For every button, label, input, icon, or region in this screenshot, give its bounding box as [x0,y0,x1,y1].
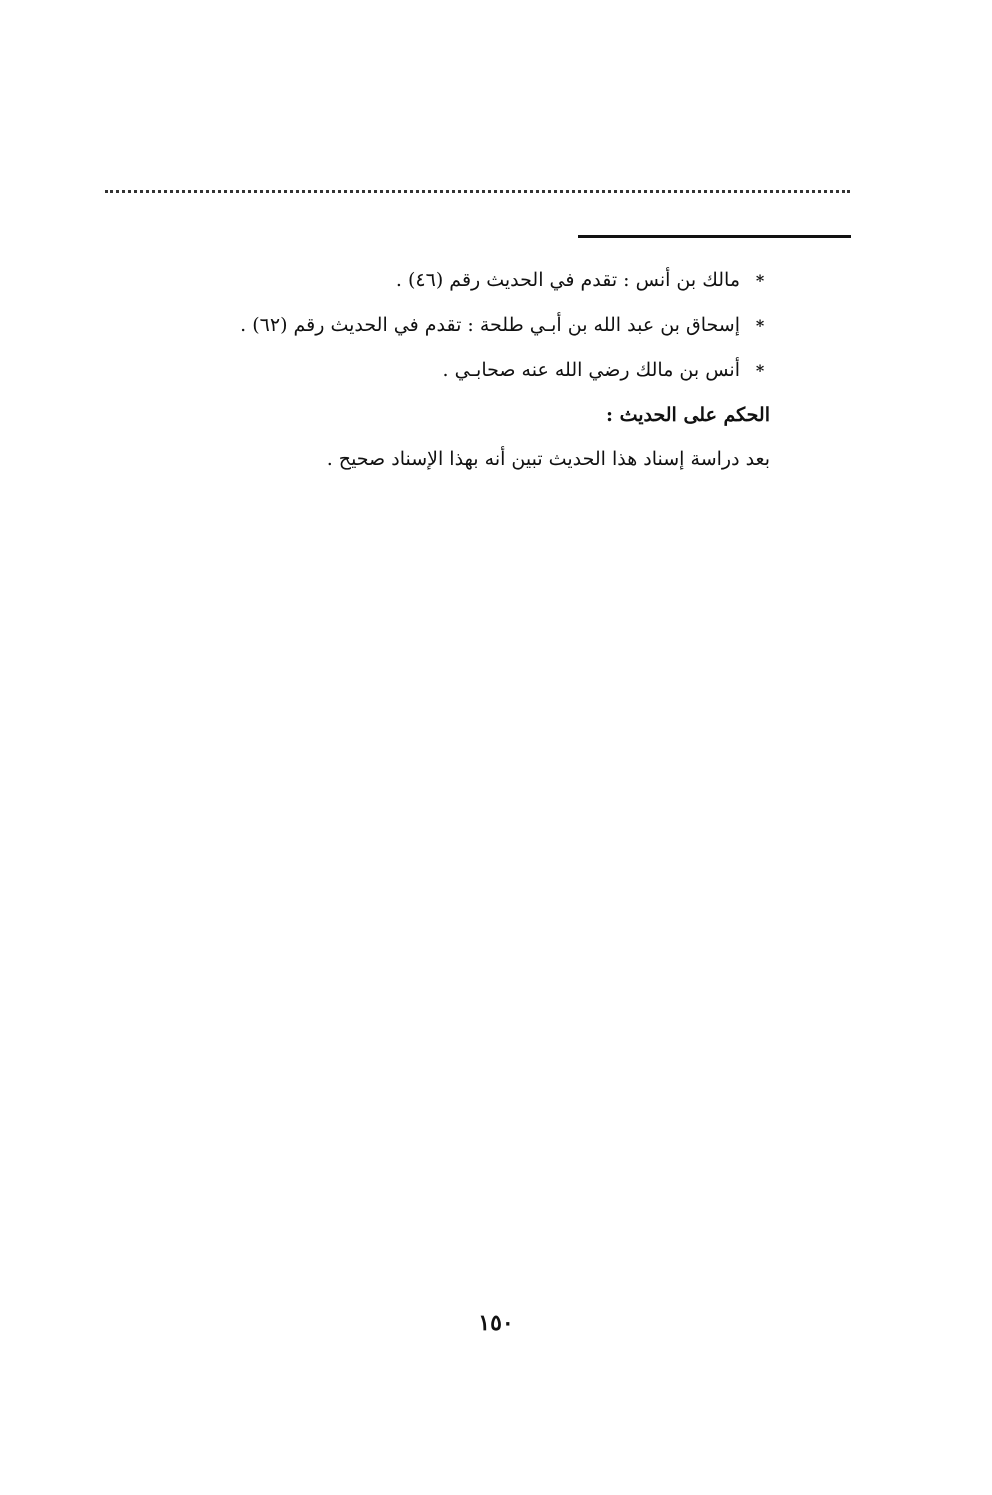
page-number: ١٥٠ [478,1310,514,1336]
dotted-separator [105,190,850,193]
narrator-text: مالك بن أنس : تقدم في الحديث رقم (٤٦) . [395,269,740,291]
asterisk-bullet-icon: * [755,361,765,380]
ruling-heading: الحكم على الحديث : [605,404,770,426]
page-body [130,258,770,481]
asterisk-bullet-icon: * [755,271,765,290]
narrator-text: أنس بن مالك رضي الله عنه صحابـي . [442,359,740,381]
narrator-entry [130,348,770,393]
narrator-entry [130,303,770,348]
ruling-text: بعد دراسة إسناد هذا الحديث تبين أنه بهذا الإسناد صحيح . [326,448,770,470]
footnote-rule [578,235,851,238]
narrator-text: إسحاق بن عبد الله بن أبـي طلحة : تقدم في الحديث رقم (٦٢) . [240,314,740,336]
narrator-entry [130,258,770,303]
asterisk-bullet-icon: * [755,316,765,335]
